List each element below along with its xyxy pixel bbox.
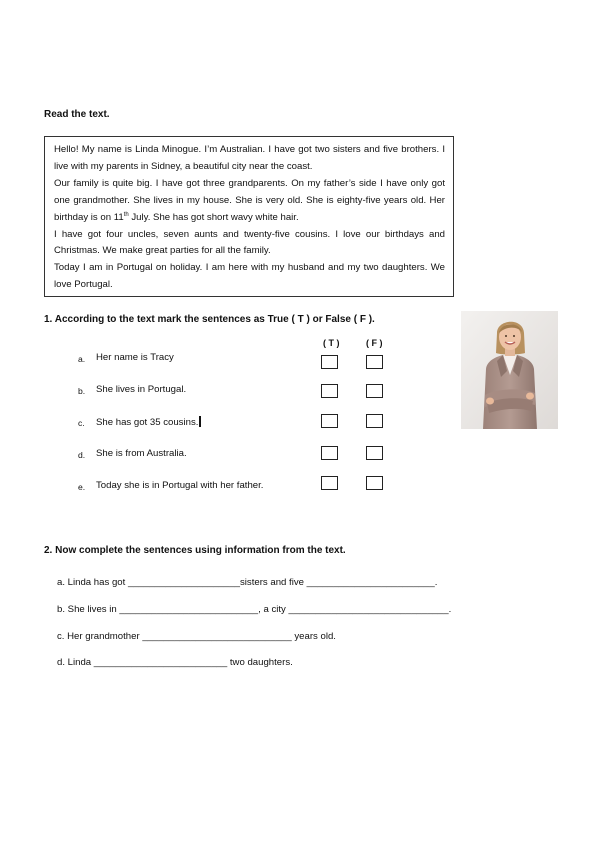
item-e-text: Today she is in Portugal with her father.: [96, 480, 264, 491]
item-d-true-checkbox[interactable]: [321, 446, 338, 460]
text-cursor: [199, 416, 201, 427]
passage-paragraph-2: [54, 176, 445, 227]
item-e-false-checkbox[interactable]: [366, 476, 383, 490]
woman-photo: [461, 311, 558, 429]
item-e-true-checkbox[interactable]: [321, 476, 338, 490]
completion-sentence-d[interactable]: d. Linda _________________________ two daughters.: [57, 657, 293, 668]
item-b-letter: b.: [78, 386, 86, 396]
passage-paragraph-4: Today I am in Portugal on holiday. I am here with my husband and my two daughters. We love Portugal.: [54, 262, 445, 291]
item-b-false-checkbox[interactable]: [366, 384, 383, 398]
item-c-text: She has got 35 cousins.: [96, 417, 199, 428]
exercise1-title: 1. According to the text mark the sentences as True ( T ) or False ( F ).: [44, 314, 375, 325]
item-a-true-checkbox[interactable]: [321, 355, 338, 369]
completion-sentence-a[interactable]: a. Linda has got _____________________sisters and five ________________________.: [57, 577, 438, 588]
exercise2-title: 2. Now complete the sentences using information from the text.: [44, 545, 346, 556]
item-a-false-checkbox[interactable]: [366, 355, 383, 369]
completion-sentence-b[interactable]: b. She lives in __________________________, a city ______________________________.: [57, 604, 452, 615]
true-column-header: ( T ): [323, 338, 340, 348]
passage-paragraph-1: Hello! My name is Linda Minogue. I’m Australian. I have got two sisters and five brothers. I live with my parents in Sidney, a beautiful city near the coast.: [54, 144, 445, 172]
item-d-text: She is from Australia.: [96, 448, 187, 459]
item-a-letter: a.: [78, 354, 86, 364]
passage-paragraph-2-end: July. She has got short wavy white hair.: [128, 211, 299, 223]
item-a-text: Her name is Tracy: [96, 352, 174, 363]
item-c-letter: c.: [78, 418, 85, 428]
item-c-false-checkbox[interactable]: [366, 414, 383, 428]
completion-sentence-c[interactable]: c. Her grandmother ____________________________ years old.: [57, 631, 336, 642]
item-b-text: She lives in Portugal.: [96, 384, 187, 395]
passage-paragraph-3: I have got four uncles, seven aunts and twenty-five cousins. I love our birthdays and Christmas. We make great parties for all the family.: [54, 228, 445, 257]
item-b-true-checkbox[interactable]: [321, 384, 338, 398]
item-e-letter: e.: [78, 482, 86, 492]
false-column-header: ( F ): [366, 338, 383, 348]
read-heading: Read the text.: [44, 109, 110, 120]
item-c-line: [96, 416, 201, 428]
ordinal-suffix: th: [123, 211, 129, 218]
reading-passage: [44, 136, 454, 297]
item-c-true-checkbox[interactable]: [321, 414, 338, 428]
item-d-false-checkbox[interactable]: [366, 446, 383, 460]
businesswoman-illustration: [461, 311, 558, 429]
passage-paragraph-2-text: Our family is quite big. I have got three grandparents. On my father’s side I have only got one grandmother. She lives in my house. She is very old. She is eighty-five years old. Her birthday is on 11: [54, 177, 445, 223]
item-d-letter: d.: [78, 450, 86, 460]
